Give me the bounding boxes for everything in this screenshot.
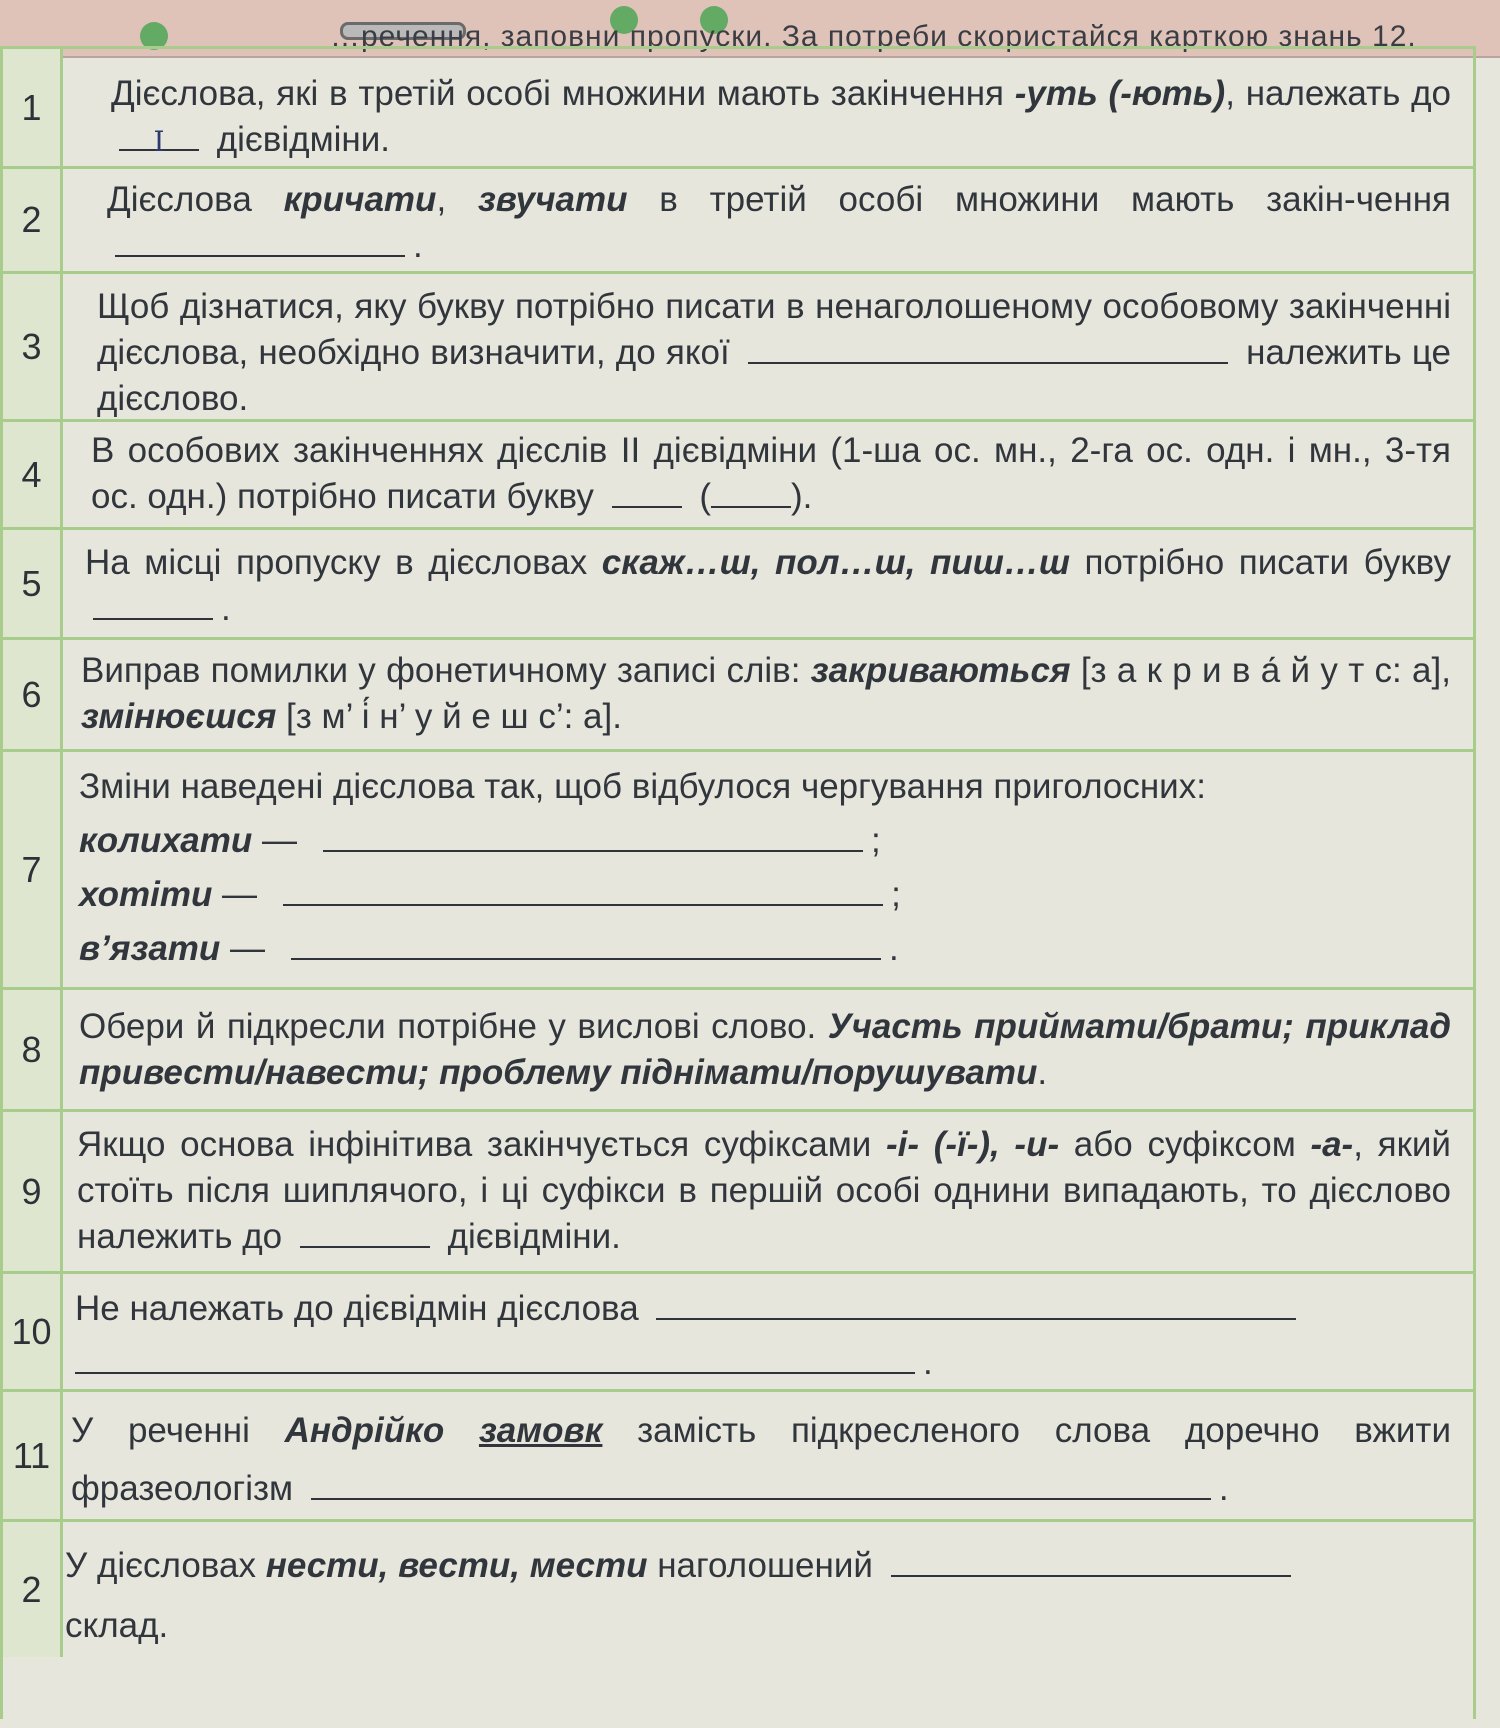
text-part: склад. (65, 1606, 169, 1645)
exercise-row-10 (3, 1274, 1473, 1392)
text-part: . (221, 589, 231, 628)
text-part: У реченні (71, 1411, 285, 1450)
text-part: . (1037, 1053, 1048, 1092)
bold-term: Андрійко (284, 1411, 445, 1450)
answer-blank[interactable] (323, 820, 863, 852)
bold-term: закриваються (810, 651, 1071, 690)
bold-term: кричати (283, 180, 437, 219)
punct: ; (870, 821, 881, 860)
exercise-text (71, 1402, 1451, 1518)
verb-word: в’язати (79, 929, 221, 968)
text-part: Якщо основа інфінітива закінчується суфіксами (77, 1125, 886, 1164)
text-part: На місці пропуску в дієсловах (85, 543, 602, 582)
bold-term: звучати (477, 180, 628, 219)
bold-term: скаж…ш, пол…ш, пиш…ш (601, 543, 1070, 582)
bold-term: змінюєшся (81, 697, 277, 736)
exercise-text (77, 1122, 1451, 1260)
answer-blank[interactable] (656, 1288, 1296, 1320)
row-number: 7 (3, 752, 63, 987)
dash: — (212, 875, 258, 914)
text-part: Дієслова (107, 180, 284, 219)
answer-blank[interactable] (300, 1216, 430, 1248)
phonetic-transcription: [з м’ і́ н’ у й е ш с’: а]. (276, 697, 622, 736)
text-part: дієвідміни. (207, 120, 391, 159)
punct: ; (891, 875, 901, 914)
exercise-text (97, 284, 1451, 422)
exercise-text (85, 540, 1451, 632)
row-number: 10 (3, 1274, 63, 1389)
answer-blank[interactable] (283, 874, 883, 906)
verb-line (79, 868, 1451, 922)
text-part: Виправ помилки у фонетичному записі слів: (81, 651, 811, 690)
task-instruction-header: …речення, заповни пропуски. За потреби скористайся карткою знань 12. (330, 20, 1417, 53)
bold-term: нести, вести, мести (265, 1546, 648, 1585)
text-part: . (1218, 1469, 1229, 1508)
text-part: , (436, 180, 478, 219)
verb-line (79, 922, 1451, 976)
row-number: 8 (3, 990, 63, 1109)
exercise-row-9 (3, 1112, 1473, 1274)
exercise-table (0, 46, 1476, 1719)
row-number: 9 (3, 1112, 63, 1271)
exercise-row-11 (3, 1392, 1473, 1522)
text-part: , належать до (1225, 74, 1451, 113)
bold-term: -а- (1310, 1125, 1354, 1164)
bold-term: Участь приймати/брати; приклад привести/навести; проблему піднімати/порушувати (79, 1007, 1452, 1092)
text-part: Не належать до дієвідмін дієслова (75, 1289, 649, 1328)
verb-line (79, 814, 1451, 868)
answer-blank[interactable] (291, 928, 881, 960)
text-part: Обери й підкресли потрібне у вислові слово. (79, 1007, 828, 1046)
underlined-word: замовк (478, 1411, 603, 1450)
exercise-text (79, 760, 1451, 976)
exercise-row-3 (3, 274, 1473, 422)
row-number: 4 (3, 422, 63, 527)
row-number: 1 (3, 49, 63, 166)
exercise-row-2 (3, 169, 1473, 274)
bold-term: -і- (-ї-), -и- (885, 1125, 1060, 1164)
text-part: дієвідміни. (437, 1217, 621, 1256)
text-part: ( (689, 477, 711, 516)
answer-blank[interactable] (93, 588, 213, 620)
exercise-row-8 (3, 990, 1473, 1112)
row-number: 2 (3, 169, 63, 271)
text-part: в третій особі множини мають закін-чення (627, 180, 1452, 219)
punct: . (889, 929, 899, 968)
text-part: . (923, 1343, 933, 1382)
bold-term: -уть (-ють) (1014, 74, 1226, 113)
row-number: 5 (3, 530, 63, 637)
exercise-row-4 (3, 422, 1473, 530)
row-number: 3 (3, 274, 63, 419)
text-part: У дієсловах (65, 1546, 266, 1585)
verb-word: колихати (79, 821, 253, 860)
exercise-text (91, 428, 1451, 520)
text-part: або суфіксом (1059, 1125, 1311, 1164)
text-part: наголошений (647, 1546, 883, 1585)
text-part: В особових закінченнях дієслів ІІ дієвідміни (1-ша ос. мн., 2-га ос. одн. і мн., 3-тя ос. одн.) потрібно писати букву (91, 431, 1451, 516)
exercise-row-6 (3, 640, 1473, 752)
answer-blank[interactable] (891, 1545, 1291, 1577)
answer-blank[interactable] (311, 1468, 1211, 1500)
dash: — (252, 821, 297, 860)
exercise-text (79, 1004, 1451, 1096)
answer-blank[interactable] (115, 225, 405, 257)
text-part: належить це дієслово. (97, 333, 1452, 418)
exercise-row-5 (3, 530, 1473, 640)
exercise-text (81, 648, 1451, 740)
answer-blank[interactable] (748, 332, 1228, 364)
row-number: 2 (3, 1522, 63, 1657)
text-part: Дієслова, які в третій особі множини мають закінчення (111, 74, 1015, 113)
answer-blank[interactable]: І (119, 119, 199, 151)
text-part: замість підкресленого слова доречно вжити фразеологізм (71, 1411, 1451, 1508)
text-part: . (413, 226, 423, 265)
exercise-text (107, 177, 1451, 269)
exercise-row-1 (3, 49, 1473, 169)
text-part: Щоб дізнатися, яку букву потрібно писати в ненаголошеному особовому закінченні дієслова, необхідно визначити, до якої (97, 287, 1451, 372)
text-part: , який стоїть після шиплячого, і ці суфікси в першій особі однини випадають, то дієслово належить до (77, 1125, 1451, 1256)
exercise-row-12 (3, 1522, 1473, 1657)
row-number: 6 (3, 640, 63, 749)
answer-blank[interactable] (612, 476, 682, 508)
dash: — (220, 929, 266, 968)
exercise-row-7 (3, 752, 1473, 990)
phonetic-transcription: [з а к р и в а́ й у т с: а], (1070, 651, 1451, 690)
exercise-text (111, 71, 1451, 163)
exercise-text (65, 1536, 1451, 1656)
text-part: ). (790, 477, 813, 516)
row-number: 11 (3, 1392, 63, 1519)
exercise-text (75, 1282, 1451, 1390)
text-part: Зміни наведені дієслова так, щоб відбулося чергування приголосних: (79, 767, 1206, 806)
text-part: потрібно писати букву (1069, 543, 1451, 582)
verb-word: хотіти (79, 875, 213, 914)
answer-blank[interactable] (75, 1342, 915, 1374)
answer-blank[interactable] (711, 476, 791, 508)
